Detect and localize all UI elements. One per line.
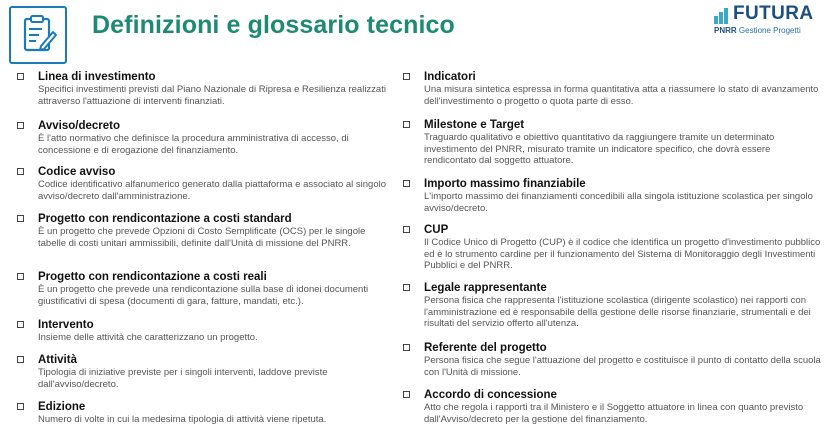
checkbox-bullet-icon <box>17 273 24 280</box>
checkbox-bullet-icon <box>403 180 410 187</box>
page-title: Definizioni e glossario tecnico <box>92 11 455 39</box>
document-edit-icon <box>9 6 67 64</box>
glossary-definition: Insieme delle attività che caratterizzano un progetto. <box>38 332 258 343</box>
glossary-term: Indicatori <box>424 71 476 83</box>
glossary-term: Accordo di concessione <box>424 389 557 401</box>
glossary-definition: Persona fisica che segue l'attuazione del progetto e costituisce il punto di contatto della scuola con l'Unità di missione. <box>424 355 821 378</box>
glossary-term: Edizione <box>38 401 86 413</box>
glossary-definition: È un progetto che prevede una rendicontazione sulla base di idonei documenti giustificativi di spesa (documenti di gara, fatture, mandati, etc.). <box>38 284 369 307</box>
glossary-definition: Tipologia di iniziative previste per i singoli interventi, laddove previste dall'avviso/decreto. <box>38 367 328 390</box>
glossary-term: CUP <box>424 224 449 236</box>
logo-name: FUTURA <box>733 3 814 24</box>
checkbox-bullet-icon <box>17 215 24 222</box>
logo-sub-text: Gestione Progetti <box>738 26 801 35</box>
checkbox-bullet-icon <box>403 73 410 80</box>
glossary-definition: Traguardo qualitativo e obiettivo quantitativo da raggiungere tramite un determinato investimento del PNRR, misurato tramite un indicatore specifico, che dovrà essere rendicontato dal soggetto attuatore. <box>424 132 775 166</box>
glossary-definition: Atto che regola i rapporti tra il Ministero e il Soggetto attuatore in linea con quanto previsto dall'Avviso/decreto per la gestione del finanziamento. <box>424 402 804 425</box>
glossary-definition: Codice identificativo alfanumerico generato dalla piattaforma e associato al singolo avviso/decreto dall'amministrazione. <box>38 179 387 202</box>
glossary-definition: Persona fisica che rappresenta l'istituzione scolastica (dirigente scolastico) nei rapporti con l'amministrazione ed è responsabile della gestione delle risorse finanziarie, strumentali e dei risultati del servizio offerto all'utenza. <box>424 295 811 329</box>
checkbox-bullet-icon <box>403 391 410 398</box>
checkbox-bullet-icon <box>17 321 24 328</box>
glossary-definition: Il Codice Unico di Progetto (CUP) è il codice che identifica un progetto d'investimento pubblico ed è lo strumento cardine per il funzionamento del Sistema di Monitoraggio degli Investimenti Pubblici e del PNRR. <box>424 237 821 271</box>
checkbox-bullet-icon <box>403 344 410 351</box>
logo-sub-bold: PNRR <box>714 26 737 35</box>
glossary-term: Linea di investimento <box>38 71 156 83</box>
checkbox-bullet-icon <box>403 226 410 233</box>
glossary-term: Referente del progetto <box>424 342 547 354</box>
glossary-term: Legale rappresentante <box>424 282 547 294</box>
glossary-term: Importo massimo finanziabile <box>424 178 586 190</box>
checkbox-bullet-icon <box>17 403 24 410</box>
glossary-definition: Una misura sintetica espressa in forma quantitativa atta a riassumere lo stato di avanzamento dell'investimento o progetto o quota parte di esso. <box>424 84 819 107</box>
glossary-definition: L'importo massimo dei finanziamenti concedibili alla singola istituzione scolastica per singolo avviso/decreto. <box>424 191 813 214</box>
glossary-term: Codice avviso <box>38 166 116 178</box>
glossary-term: Attività <box>38 354 77 366</box>
checkbox-bullet-icon <box>403 284 410 291</box>
glossary-definition: Specifici investimenti previsti dal Piano Nazionale di Ripresa e Resilienza realizzati attraverso l'attuazione di interventi finanziati. <box>38 84 386 107</box>
checkbox-bullet-icon <box>17 73 24 80</box>
logo-bars-icon <box>714 6 732 28</box>
glossary-definition: È un progetto che prevede Opzioni di Costo Semplificate (OCS) per le singole tabelle di costi unitari ammissibili, definite dall'Unità di missione del PNRR. <box>38 226 366 249</box>
glossary-definition: Numero di volte in cui la medesima tipologia di attività viene ripetuta. <box>38 414 327 425</box>
checkbox-bullet-icon <box>17 122 24 129</box>
checkbox-bullet-icon <box>403 121 410 128</box>
glossary-term: Progetto con rendicontazione a costi standard <box>38 213 292 225</box>
futura-logo <box>714 3 822 36</box>
glossary-term: Avviso/decreto <box>38 120 121 132</box>
checkbox-bullet-icon <box>17 168 24 175</box>
checkbox-bullet-icon <box>17 356 24 363</box>
glossary-definition: È l'atto normativo che definisce la procedura amministrativa di accesso, di concessione e di erogazione del finanziamento. <box>38 133 349 156</box>
logo-subtitle <box>714 26 801 35</box>
glossary-term: Intervento <box>38 319 94 331</box>
glossary-term: Milestone e Target <box>424 119 525 131</box>
glossary-term: Progetto con rendicontazione a costi reali <box>38 271 267 283</box>
